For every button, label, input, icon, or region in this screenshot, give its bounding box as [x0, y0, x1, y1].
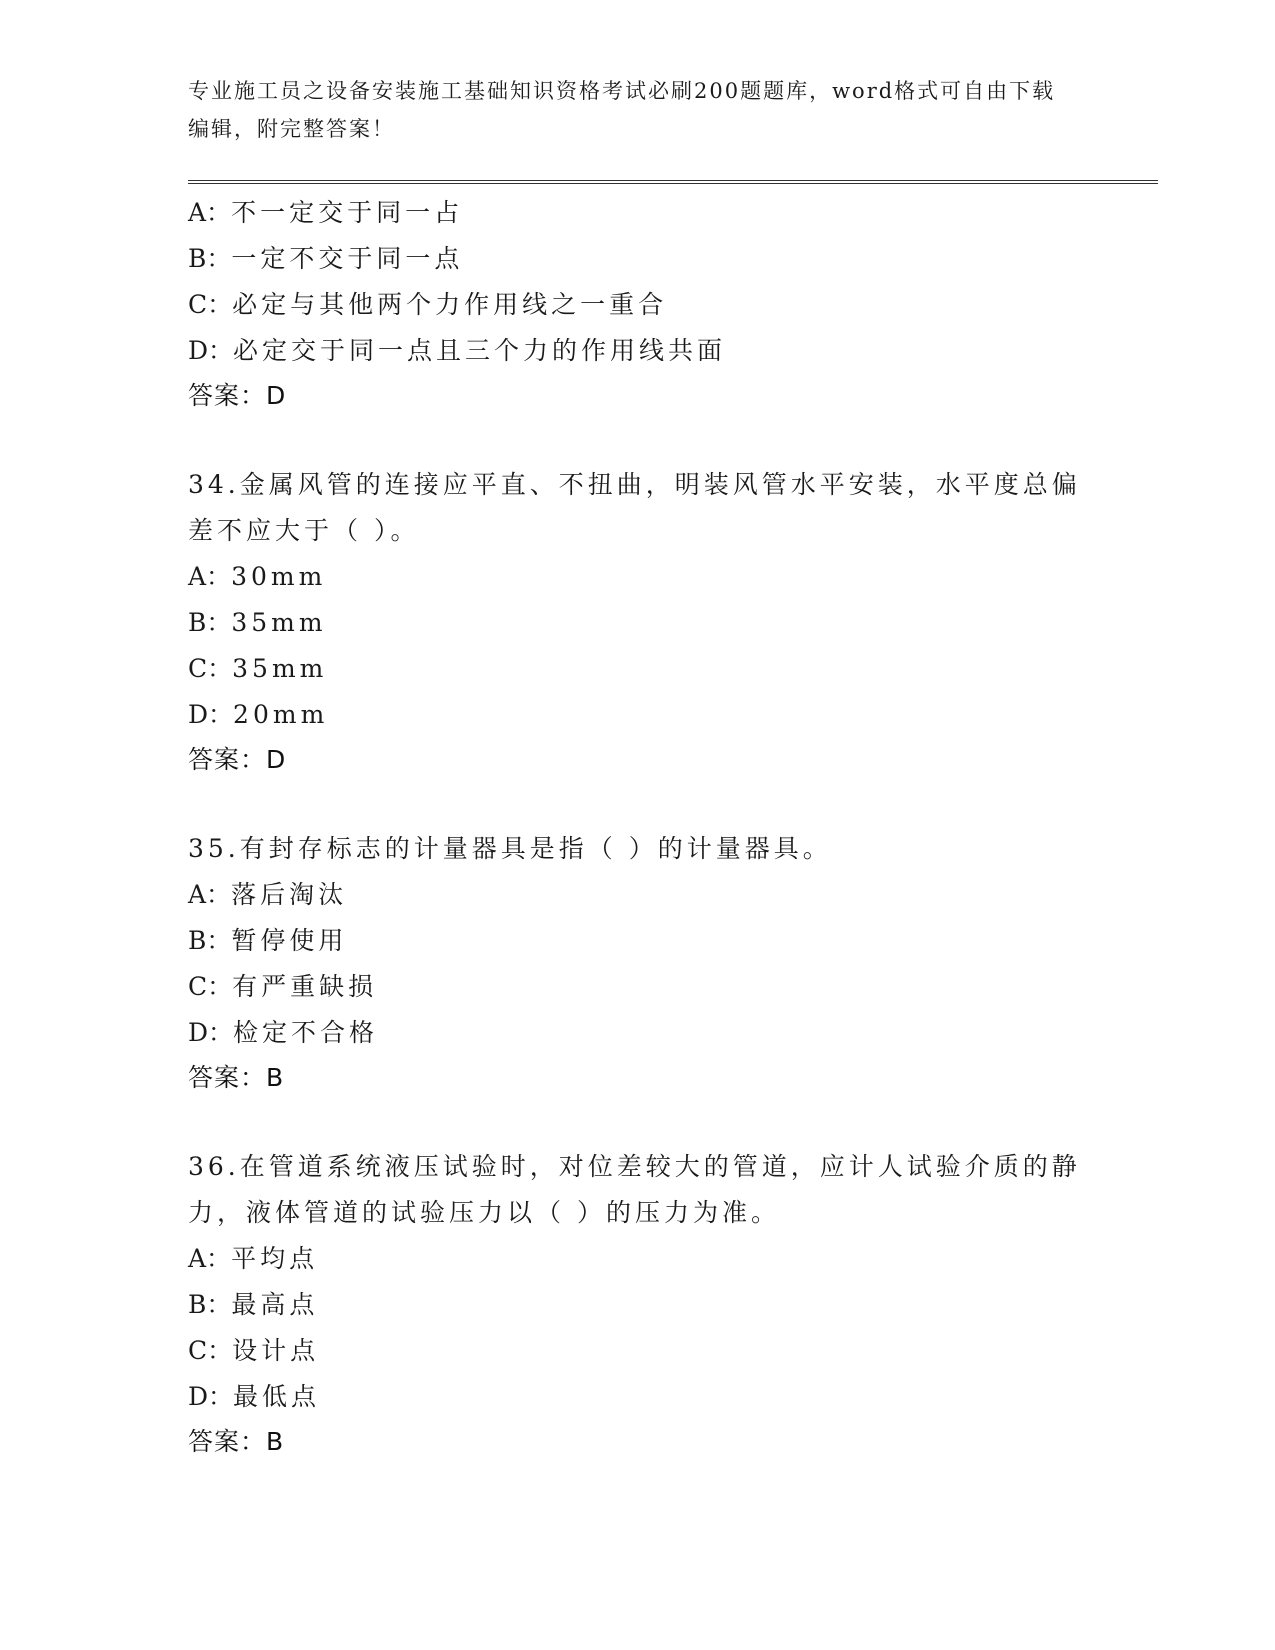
- option-text: 一定不交于同一点: [231, 244, 464, 273]
- option-a: [188, 1236, 1158, 1282]
- option-letter: C：: [188, 654, 233, 683]
- option-letter: A：: [188, 1244, 232, 1273]
- option-letter: D：: [188, 700, 234, 729]
- question-34: [188, 462, 1158, 782]
- option-text: 30mm: [231, 562, 327, 591]
- option-a: [188, 554, 1158, 600]
- option-c: [188, 1328, 1158, 1374]
- answer-line: 答案：B: [188, 1063, 285, 1092]
- option-text: 必定交于同一点且三个力的作用线共面: [233, 336, 727, 365]
- answer-line: 答案：D: [188, 745, 287, 774]
- option-text: 平均点: [231, 1244, 319, 1273]
- option-c: [188, 964, 1158, 1010]
- option-d: [188, 1010, 1158, 1056]
- option-letter: C：: [188, 972, 233, 1001]
- option-text: 不一定交于同一占: [231, 198, 464, 227]
- option-letter: D：: [188, 1018, 234, 1047]
- answer-line: 答案：B: [188, 1427, 285, 1456]
- option-text: 暂停使用: [231, 926, 348, 955]
- header-divider: [188, 180, 1158, 184]
- option-text: 20mm: [233, 700, 329, 729]
- option-text: 35mm: [232, 654, 328, 683]
- option-text: 落后淘汰: [231, 880, 348, 909]
- option-text: 最低点: [233, 1382, 321, 1411]
- option-text: 必定与其他两个力作用线之一重合: [232, 290, 668, 319]
- option-letter: B：: [188, 926, 232, 955]
- option-a: [188, 190, 1158, 236]
- option-b: [188, 1282, 1158, 1328]
- option-letter: B：: [188, 1290, 232, 1319]
- document-header: 专业施工员之设备安装施工基础知识资格考试必刷200题题库，word格式可自由下载编辑，附完整答案！: [188, 79, 1056, 141]
- answer-line: 答案：D: [188, 381, 287, 410]
- option-letter: A：: [188, 562, 232, 591]
- question-fragment: [188, 190, 1158, 418]
- option-letter: C：: [188, 1336, 233, 1365]
- option-a: [188, 872, 1158, 918]
- option-c: [188, 282, 1158, 328]
- question-text: 36.在管道系统液压试验时，对位差较大的管道，应计人试验介质的静力，液体管道的试验压力以（ ）的压力为准。: [188, 1152, 1081, 1227]
- option-b: [188, 236, 1158, 282]
- option-c: [188, 646, 1158, 692]
- option-text: 有严重缺损: [232, 972, 378, 1001]
- option-letter: D：: [188, 336, 234, 365]
- option-letter: B：: [188, 608, 232, 637]
- option-text: 检定不合格: [233, 1018, 379, 1047]
- option-d: [188, 328, 1158, 374]
- question-35: [188, 826, 1158, 1100]
- option-letter: A：: [188, 880, 232, 909]
- option-letter: B：: [188, 244, 232, 273]
- option-text: 35mm: [231, 608, 327, 637]
- option-d: [188, 1374, 1158, 1420]
- option-b: [188, 600, 1158, 646]
- option-text: 设计点: [232, 1336, 320, 1365]
- option-d: [188, 692, 1158, 738]
- option-letter: D：: [188, 1382, 234, 1411]
- question-36: [188, 1144, 1158, 1464]
- document-page: [188, 70, 1158, 1464]
- option-letter: C：: [188, 290, 233, 319]
- option-text: 最高点: [231, 1290, 319, 1319]
- question-text: 35.有封存标志的计量器具是指（ ）的计量器具。: [188, 834, 832, 863]
- option-letter: A：: [188, 198, 232, 227]
- option-b: [188, 918, 1158, 964]
- question-text: 34.金属风管的连接应平直、不扭曲，明装风管水平安装，水平度总偏差不应大于（ ）。: [188, 470, 1081, 545]
